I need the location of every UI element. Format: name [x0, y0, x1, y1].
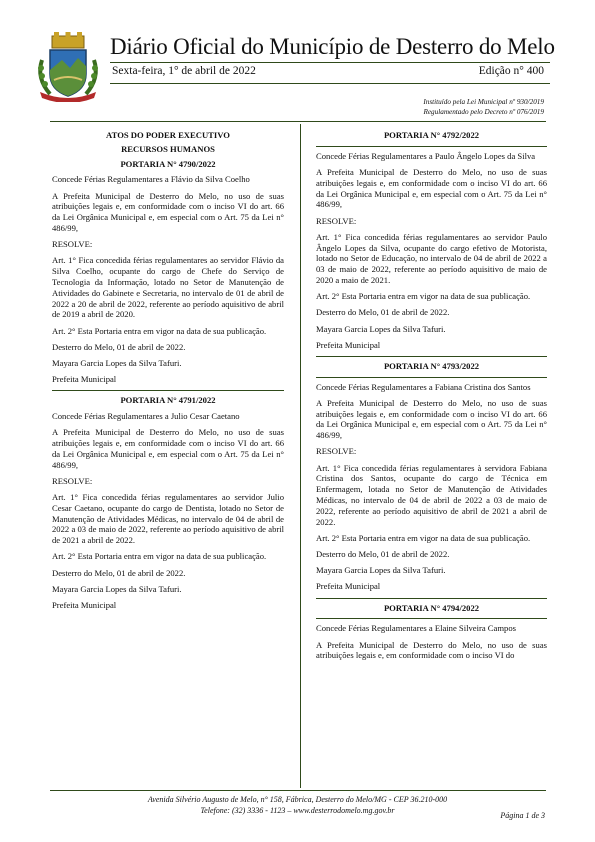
portaria-place-date: Desterro do Melo, 01 de abril de 2022.: [52, 341, 186, 352]
content-rule: [50, 121, 546, 122]
portaria-title-rule: [316, 377, 547, 378]
institution-line-1: Instituído pela Lei Municipal nº 930/2019: [423, 98, 544, 106]
institution-note: [423, 97, 544, 117]
portaria-resolve: RESOLVE:: [52, 475, 93, 486]
portaria-signer-role: Prefeita Municipal: [52, 374, 117, 385]
portaria-separator: [52, 390, 284, 391]
portaria-separator: [316, 356, 547, 357]
footer-address: Avenida Silvério Augusto de Melo, n° 158, Fábrica, Desterro do Melo/MG - CEP 36.210-000: [147, 795, 448, 804]
portaria-4793: [316, 361, 547, 592]
portaria-subject: Concede Férias Regulamentares a Fabiana Cristina dos Santos: [316, 381, 531, 392]
portaria-title: PORTARIA N° 4790/2022: [120, 158, 216, 169]
portaria-4790: [52, 159, 284, 385]
portaria-place-date: Desterro do Melo, 01 de abril de 2022.: [52, 567, 186, 578]
portaria-separator: [316, 598, 547, 599]
portaria-preamble: A Prefeita Municipal de Desterro do Melo, no uso de suas atribuições legais e, em conformidade com o inciso VI do art. 66 da Lei Orgânica Municipal e, em especial com o Art. 75 da Lei n° 486/99,: [316, 397, 547, 441]
portaria-article-1: Art. 1° Fica concedida férias regulamentares à servidora Fabiana Cristina dos Santos, ocupante do cargo de Técnica em Enfermagem, lotada no Setor de Manutenção de Atividades Médicas, no intervalo de 04 de abril de 2022 a 03 de maio de 2022, referente ao período aquisitivo de abril de 2021 a abril de 2022.: [316, 462, 547, 527]
header-rule-bottom: [110, 83, 550, 84]
portaria-resolve: RESOLVE:: [316, 215, 357, 226]
portaria-title: PORTARIA N° 4792/2022: [383, 130, 480, 140]
portaria-4792: [316, 130, 547, 350]
portaria-preamble: A Prefeita Municipal de Desterro do Melo, no uso de suas atribuições legais e, em conformidade com o inciso VI do art. 66 da Lei Orgânica Municipal e, em especial com o Art. 75 da Lei n° 486/99,: [316, 166, 547, 210]
portaria-subject: Concede Férias Regulamentares a Julio Cesar Caetano: [52, 411, 240, 422]
page-header: [0, 0, 595, 125]
portaria-signer: Mayara Garcia Lopes da Silva Tafuri.: [52, 583, 182, 594]
portaria-subject: Concede Férias Regulamentares a Paulo Ângelo Lopes da Silva: [316, 150, 536, 161]
coat-of-arms-logo: [32, 30, 104, 102]
footer-rule: [50, 790, 546, 791]
portaria-article-2: Art. 2° Esta Portaria entra em vigor na data de sua publicação.: [52, 551, 267, 562]
footer-contact: Telefone: (32) 3336 - 1123 – www.desterrodomelo.mg.gov.br: [200, 805, 395, 815]
portaria-signer-role: Prefeita Municipal: [316, 581, 381, 592]
right-column: [316, 127, 547, 667]
institution-line-2: Regulamentado pelo Decreto nº 076/2019: [423, 108, 544, 116]
portaria-article-2: Art. 2° Esta Portaria entra em vigor na data de sua publicação.: [316, 532, 531, 543]
left-column: [52, 127, 284, 616]
header-rule-top: [110, 62, 550, 63]
portaria-title: PORTARIA N° 4793/2022: [383, 360, 480, 371]
portaria-article-2: Art. 2° Esta Portaria entra em vigor na data de sua publicação.: [52, 325, 267, 336]
portaria-title-rule: [316, 618, 547, 619]
page-title: Diário Oficial do Município de Desterro do Melo: [110, 34, 555, 59]
portaria-article-1: Art. 1° Fica concedida férias regulamentares ao servidor Flávio da Silva Coelho, ocupante do cargo de Chefe do Serviço de Tecnologia da Informação, lotado no Setor de Manutenção de Atividades do Gabinete e Secretaria, no intervalo de 01 de abril de 2022 a 20 de abril de 2022, referente ao período aquisitivo de abril de 2019 a abril de 2020.: [52, 255, 284, 320]
portaria-preamble: A Prefeita Municipal de Desterro do Melo, no uso de suas atribuições legais e, em conformidade com o inciso VI do art. 66 da Lei Orgânica Municipal e, em especial com o Art. 75 da Lei n° 486/99,: [52, 427, 284, 470]
portaria-title: PORTARIA N° 4794/2022: [383, 602, 480, 613]
portaria-place-date: Desterro do Melo, 01 de abril de 2022.: [316, 548, 450, 559]
portaria-signer: Mayara Garcia Lopes da Silva Tafuri.: [316, 323, 446, 334]
portaria-preamble: A Prefeita Municipal de Desterro do Melo, no uso de suas atribuições legais e, em conformidade com o inciso VI do: [316, 639, 547, 661]
publication-date: Sexta-feira, 1° de abril de 2022: [112, 65, 256, 77]
portaria-subject: Concede Férias Regulamentares a Elaine Silveira Campos: [316, 623, 516, 634]
column-divider: [300, 124, 301, 788]
portaria-resolve: RESOLVE:: [316, 446, 357, 457]
portaria-article-1: Art. 1° Fica concedida férias regulamentares ao servidor Paulo Ângelo Lopes da Silva, ocupante do cargo efetivo de Motorista, lotado no Setor de Educação, no intervalo de 04 de abril de 2022 a 03 de maio de 2022, referente ao período aquisitivo de maio de 2020 a maio de 2021.: [316, 231, 547, 285]
section-subheading: RECURSOS HUMANOS: [121, 143, 215, 154]
portaria-signer: Mayara Garcia Lopes da Silva Tafuri.: [52, 357, 182, 368]
page-number: Página 1 de 3: [500, 811, 545, 820]
portaria-resolve: RESOLVE:: [52, 239, 93, 250]
portaria-signer: Mayara Garcia Lopes da Silva Tafuri.: [316, 565, 446, 576]
portaria-article-1: Art. 1° Fica concedida férias regulamentares ao servidor Julio Cesar Caetano, ocupante do cargo de Dentista, lotado no Setor de Manutenção de Atividades Médicas, no intervalo de 04 de abril de 2022 a 03 de maio de 2022, referente ao período aquisitivo de abril de 2021 a abril de 2022.: [52, 492, 284, 546]
portaria-article-2: Art. 2° Esta Portaria entra em vigor na data de sua publicação.: [316, 291, 531, 302]
portaria-preamble: A Prefeita Municipal de Desterro do Melo, no uso de suas atribuições legais e, em conformidade com o inciso VI do art. 66 da Lei Orgânica Municipal e, em especial com o Art. 75 da Lei n° 486/99,: [52, 190, 284, 233]
portaria-4791: [52, 395, 284, 610]
portaria-subject: Concede Férias Regulamentares a Flávio da Silva Coelho: [52, 174, 250, 185]
portaria-4794: [316, 603, 547, 662]
edition-number: Edição n° 400: [478, 65, 544, 77]
portaria-signer-role: Prefeita Municipal: [316, 339, 381, 350]
portaria-title-rule: [316, 146, 547, 147]
portaria-signer-role: Prefeita Municipal: [52, 599, 117, 610]
portaria-place-date: Desterro do Melo, 01 de abril de 2022.: [316, 307, 450, 318]
portaria-title: PORTARIA N° 4791/2022: [120, 395, 216, 406]
section-heading: ATOS DO PODER EXECUTIVO: [106, 130, 230, 140]
